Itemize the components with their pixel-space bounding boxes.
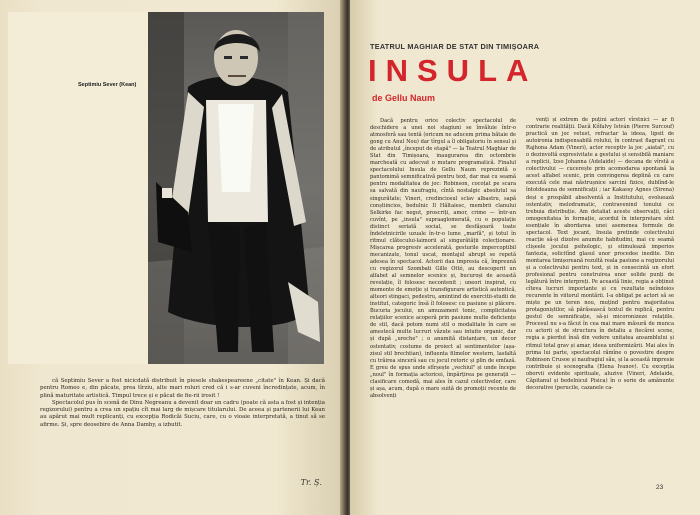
paragraph: Spectacolul pus în scenă de Dinu Negreanu a devenit doar un cadru (poate că asta a fost și intenția regizorului) pentru a crea un spațiu cît mai larg de mișcare titularului. De aceea și partenerii lui Kean au apărut mai mult replicanți, cu excepția Rodicăi Suciu, care, cu o vioaie interpretată, a tinut să se afirme. Și, spre deosebire de Anna Damby, a izbutit.: [40, 399, 325, 428]
article-column-2: [526, 117, 674, 392]
photo-caption: Septimiu Sever (Kean): [78, 82, 137, 88]
caption-area: [8, 12, 148, 364]
theatre-heading: TEATRUL MAGHIAR DE STAT DIN TIMIȘOARA: [370, 42, 540, 51]
play-author: de Gellu Naum: [372, 93, 436, 103]
left-article-text: [40, 378, 325, 429]
page-number: 23: [656, 484, 664, 491]
actor-in-costume-image: [148, 12, 324, 364]
play-title: INSULA: [368, 53, 538, 88]
article-column-1: [370, 118, 516, 400]
actor-photo: [148, 12, 324, 364]
author-signature: Tr. Ș.: [300, 478, 322, 487]
paragraph: Dacă pentru orice colectiv spectacolul de deschidere a unei noi stagiuni se învăluie într-o atmosferă sau tentă (oricum ne aducem prima bătaie de gong cu Anul Nou) dar tîrgul a îl obligatoriu în sensul și de atributul „început de etapă" — la Teatrul Maghiar de Stat din Timișoara, inaugurarea din octombrie marcheată cu adecvat o mutare programatică. Finalul spectacolului Insula de Gellu Naum reprezintă o pantomimă semnificativă pentru text, dar mai cu seamă pentru modalitatea de joc: Robinson, cocoțat pe scara sa salvată din naufragiu, cîntă nostalgic absolutul sa singurătate; Vineri, credinciosul sclav albastru, sapă conștiincios, bedulnic Il Hăltaiesc, membrii clanului Selkirke fac negut, proscriți, amor, crime — într-un cuvînt, pe „insula" supraaglomerată, cu o populație distinct seriată social, se desfășoară toate îndeletnicirile uzuale în-tr-o lume „marfă", și totul în ritmul clătecului-laimorii al singurătății colecționare. Mișcarea progresiv accelerată, gesturile impercoptibil mecanizate, tonul uscat, montajul abrupt se repetă adesea în spectacol. Actorii dau impresia că, împreună cu regizorul Szombati Gille Ottó, au descoperit un alfabet al semnelor scenice și, bucuroși de această revelație, îl folosesc necontenit ; uneori inspirat, cu momente de emoție și transfigurare artistică autentică, alteori stingaci, pedestru, amintind de exercitii-studii de institut, categoric însă îl folosesc cu pasiune și plăcere. Bucuria jocului, un amuzament tonic, complicitatea relațiilor scenice acoperă prin pasiune multe deficiențe de stil, dacă potom numi stil o modalitate în care se amestecă multe lucruri văzute sau intuite organic, dar și după „ureche" ; o anumită distanțare, un decor ostentativ, costume de proiect al sentimentelor (așa-zisul stil brechtian), influenta filmelor western, lasfaltă cu trăirea sincerã sau cu jocul retoric și plin de emfază. E greu de spus unde sfîrșește „vechiul" și unde începe „noul" în formația actoricei, împărțirea pe generații — clasificare comodă, mai ales în cazul colectivelor, care și așa, acum, după o mare suită de promoții recente de absolvenți: [370, 118, 516, 399]
paragraph: venți și extrem de puțini actori vîrstnici — ar fi contrarie realității. Dacă Kőfalvy István (Pierre Surcouf) practică un joc vetust, refractar la ideea, lipsit de autoironia indispensabilă rolului, în contrast flagrant cu Rajhona Adam (Vineri), actor receptiv la joc „aiatal", cu o dezinvoltă expresivitate a gestului și sensibilă maniare a replicii, Izso Johanna (Adelaide) — decana de vîrstă a colectivului — cucerește prin acomodarea spontană la acest alfabet scenic, prin convingerea deplină cu care execută cele mai năstrușnice sarcini fizice, dublînd-le întotdeauna de semnificații ; iar Kakassy Agnes (Sirena) deși e prospăbil absolventă a Institutului, evoluează ostentativ, melodramatic, contravenind tonului ce trebuia distribuție. Am detaliat aceste observații, căci omogenitatea în formație, acordul în interpretare sînt esențiale în abordarea unei asemenea formule de spectacol. Text jocant, Insula pretinde colectivului reacție să-și dizolve anumite habitudini, mai cu seamă clișeele jocului psihologic, și stimulează imperios fantezia, solicitînd glasul unor procedee inedite. Din montarea timișoreană rezultă reala pasiune a regizorului și a colectivului pentru text, și in consecintă un efort profesional pentru construirea unor solide punți de legătură între interpreți. Pe această linie, regia a obținut cîteva lucruri importante și cu rezultate neîndoios recurente în viitorul montării. I-a obligat pe actori să se miște pe un teren nou, muțind pentru majoritatea protagoniștilor, să părăsească textul de replică, pentru gestul de semnificație, să-și micoronizeze relațiile. Procesul nu s-a făcut în cea mai mare măsură de munca cu actorii și de structura în detaliu a fiecărei scene, regia a pierdut însă din vedere unitatea ansamblului și ritmul total grav și amar, ideea uniformizării. Mai ales în prima lui parte, spectacolul rămîne o povestire despre Robinson Crusoe și naufragiul său, și la această impresie contribuie și scenografia (Elena Ivanov). Cu excepția oborvii evidente spirituale, aluzive (Vineri, Adelaide, Căpitanul și bedelnicul Pisica) în o serie de amănunte decorative (perucile, cazanele ca-: [526, 117, 674, 391]
left-page: [0, 0, 344, 515]
paragraph: că Septimiu Sever a fost nicicdată distribuit în piesele shakespeareene „citate" în Kean. Și dacă pentru Romeo e, din păcate, prea tîrziu, alte mari roluri cred că i s-ar cuveni încredințate, acum, în plină maturitate artistică. Timpul trece și e păcat de fie-rii irosit !: [40, 378, 325, 399]
